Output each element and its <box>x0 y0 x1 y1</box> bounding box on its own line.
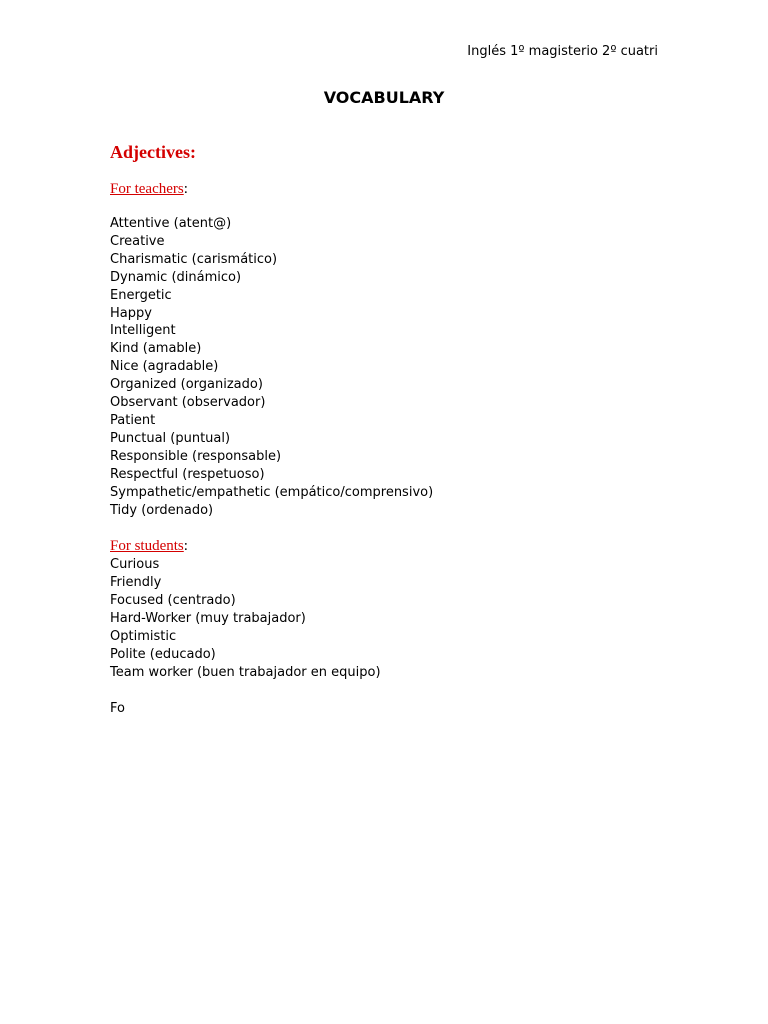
list-item: Tidy (ordenado) <box>110 502 214 518</box>
list-item: Organized (organizado) <box>110 377 263 393</box>
list-item: Patient <box>110 412 156 428</box>
subheading-colon: : <box>183 181 188 197</box>
document-body <box>110 142 710 718</box>
teacher-adjective-list <box>110 215 710 519</box>
list-item: Team worker (buen trabajador en equipo) <box>110 664 381 680</box>
list-item: Kind (amable) <box>110 341 202 357</box>
list-item: Energetic <box>110 287 172 303</box>
list-item: Curious <box>110 557 160 573</box>
subheading-label: For students <box>110 538 184 555</box>
list-item: Nice (agradable) <box>110 359 219 375</box>
list-item: Punctual (puntual) <box>110 430 231 446</box>
list-item: Charismatic (carismático) <box>110 251 278 267</box>
list-item: Sympathetic/empathetic (empático/comprensivo) <box>110 484 434 500</box>
list-item: Hard-Worker (muy trabajador) <box>110 611 306 627</box>
list-item: Happy <box>110 305 152 321</box>
subheading-for-students <box>110 536 710 556</box>
subheading-for-teachers <box>110 179 710 199</box>
list-item: Polite (educado) <box>110 646 216 662</box>
subheading-label: For teachers <box>110 181 184 197</box>
list-item: Intelligent <box>110 323 176 339</box>
list-item: Observant (observador) <box>110 395 266 411</box>
list-item: Friendly <box>110 575 162 591</box>
list-item: Attentive (atent@) <box>110 216 232 231</box>
document-header: Inglés 1º magisterio 2º cuatri <box>467 44 658 59</box>
student-adjective-list <box>110 556 710 681</box>
subheading-colon: : <box>183 538 188 555</box>
list-item: Creative <box>110 233 165 249</box>
page-title: VOCABULARY <box>323 88 445 107</box>
trailing-text: Fo <box>110 700 125 716</box>
list-item: Responsible (responsable) <box>110 448 282 464</box>
list-item: Respectful (respetuoso) <box>110 466 265 482</box>
list-item: Focused (centrado) <box>110 593 236 609</box>
list-item: Optimistic <box>110 629 177 645</box>
list-item: Dynamic (dinámico) <box>110 269 242 285</box>
section-heading-adjectives: Adjectives: <box>110 142 196 162</box>
